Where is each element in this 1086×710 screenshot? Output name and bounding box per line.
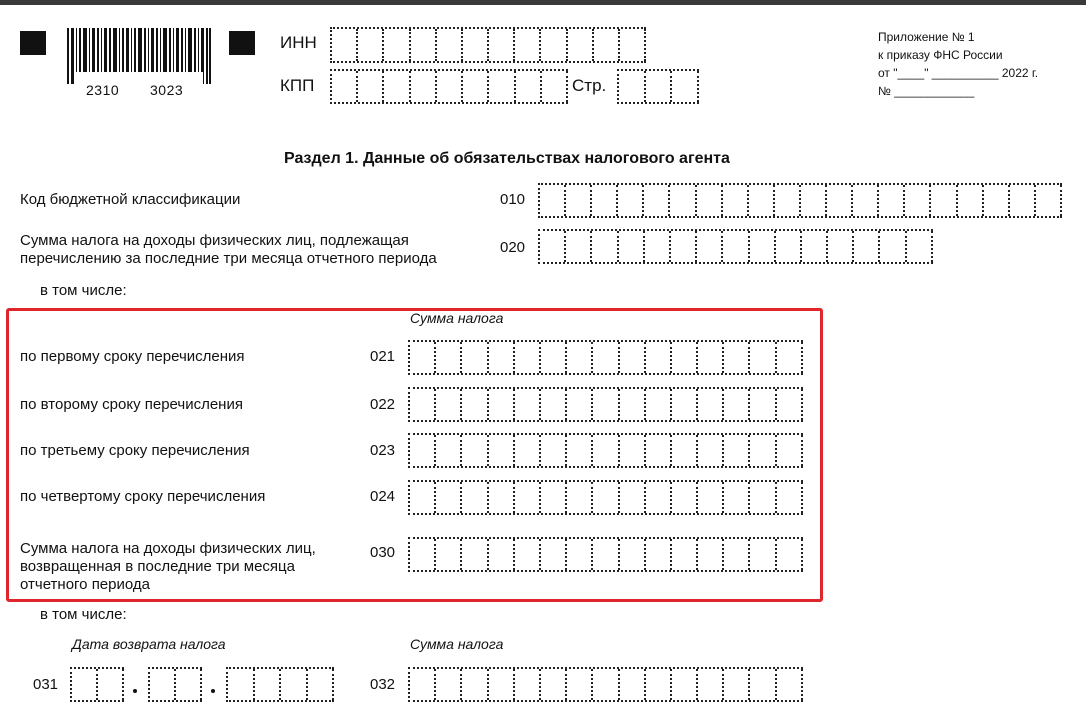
tax-sum-023-input[interactable] (408, 433, 803, 468)
row-030-code: 030 (370, 544, 396, 561)
including-label-2: в том числе: (40, 606, 127, 623)
row-024-label: по четвертому сроку перечисления (20, 488, 266, 505)
date-separator-dot (133, 689, 137, 693)
row-024-code: 024 (370, 488, 396, 505)
row-021-code: 021 (370, 348, 396, 365)
barcode-icon (67, 28, 211, 84)
page-label: Стр. (572, 76, 607, 95)
date-separator-dot (211, 689, 215, 693)
return-month-input[interactable] (148, 667, 202, 702)
kpp-input[interactable] (330, 69, 568, 104)
return-year-input[interactable] (226, 667, 334, 702)
tax-sum-header: Сумма налога (410, 310, 504, 326)
page-number-input[interactable] (617, 69, 699, 104)
row-010-label: Код бюджетной классификации (20, 191, 241, 208)
row-022-label: по второму сроку перечисления (20, 396, 243, 413)
return-date-header: Дата возврата налога (72, 636, 226, 652)
row-030-label-line-2: возвращенная в последние три месяца (20, 558, 295, 575)
row-023-label: по третьему сроку перечисления (20, 442, 250, 459)
tax-sum-020-input[interactable] (538, 229, 933, 264)
appendix-line-3: от "____" __________ 2022 г. (878, 66, 1039, 80)
row-010-code: 010 (500, 191, 526, 208)
top-border (0, 0, 1086, 5)
registration-marker-left (20, 31, 46, 55)
inn-label: ИНН (280, 33, 317, 52)
tax-sum-022-input[interactable] (408, 387, 803, 422)
row-020-label-line-1: Сумма налога на доходы физических лиц, подлежащая (20, 232, 409, 249)
including-label-1: в том числе: (40, 282, 127, 299)
row-030-label-line-1: Сумма налога на доходы физических лиц, (20, 540, 316, 557)
inn-input[interactable] (330, 27, 646, 63)
row-023-code: 023 (370, 442, 396, 459)
appendix-line-2: к приказу ФНС России (878, 48, 1003, 62)
tax-sum-header-2: Сумма налога (410, 636, 504, 652)
tax-sum-030-input[interactable] (408, 537, 803, 572)
row-021-label: по первому сроку перечисления (20, 348, 245, 365)
row-031-code: 031 (33, 676, 59, 693)
return-day-input[interactable] (70, 667, 124, 702)
section-title: Раздел 1. Данные об обязательствах налогового агента (284, 150, 730, 167)
barcode-number-right: 3023 (150, 82, 184, 98)
row-022-code: 022 (370, 396, 396, 413)
kpp-label: КПП (280, 76, 315, 95)
tax-sum-024-input[interactable] (408, 480, 803, 515)
registration-marker-right (229, 31, 255, 55)
row-030-label-line-3: отчетного периода (20, 576, 150, 593)
row-032-code: 032 (370, 676, 396, 693)
tax-sum-021-input[interactable] (408, 340, 803, 375)
tax-sum-032-input[interactable] (408, 667, 803, 702)
kbk-input[interactable] (538, 183, 1062, 218)
row-020-label-line-2: перечислению за последние три месяца отчетного периода (20, 250, 437, 267)
barcode-number-left: 2310 (86, 82, 120, 98)
appendix-line-4: № ____________ (878, 84, 975, 98)
appendix-line-1: Приложение № 1 (878, 30, 975, 44)
row-020-code: 020 (500, 239, 526, 256)
